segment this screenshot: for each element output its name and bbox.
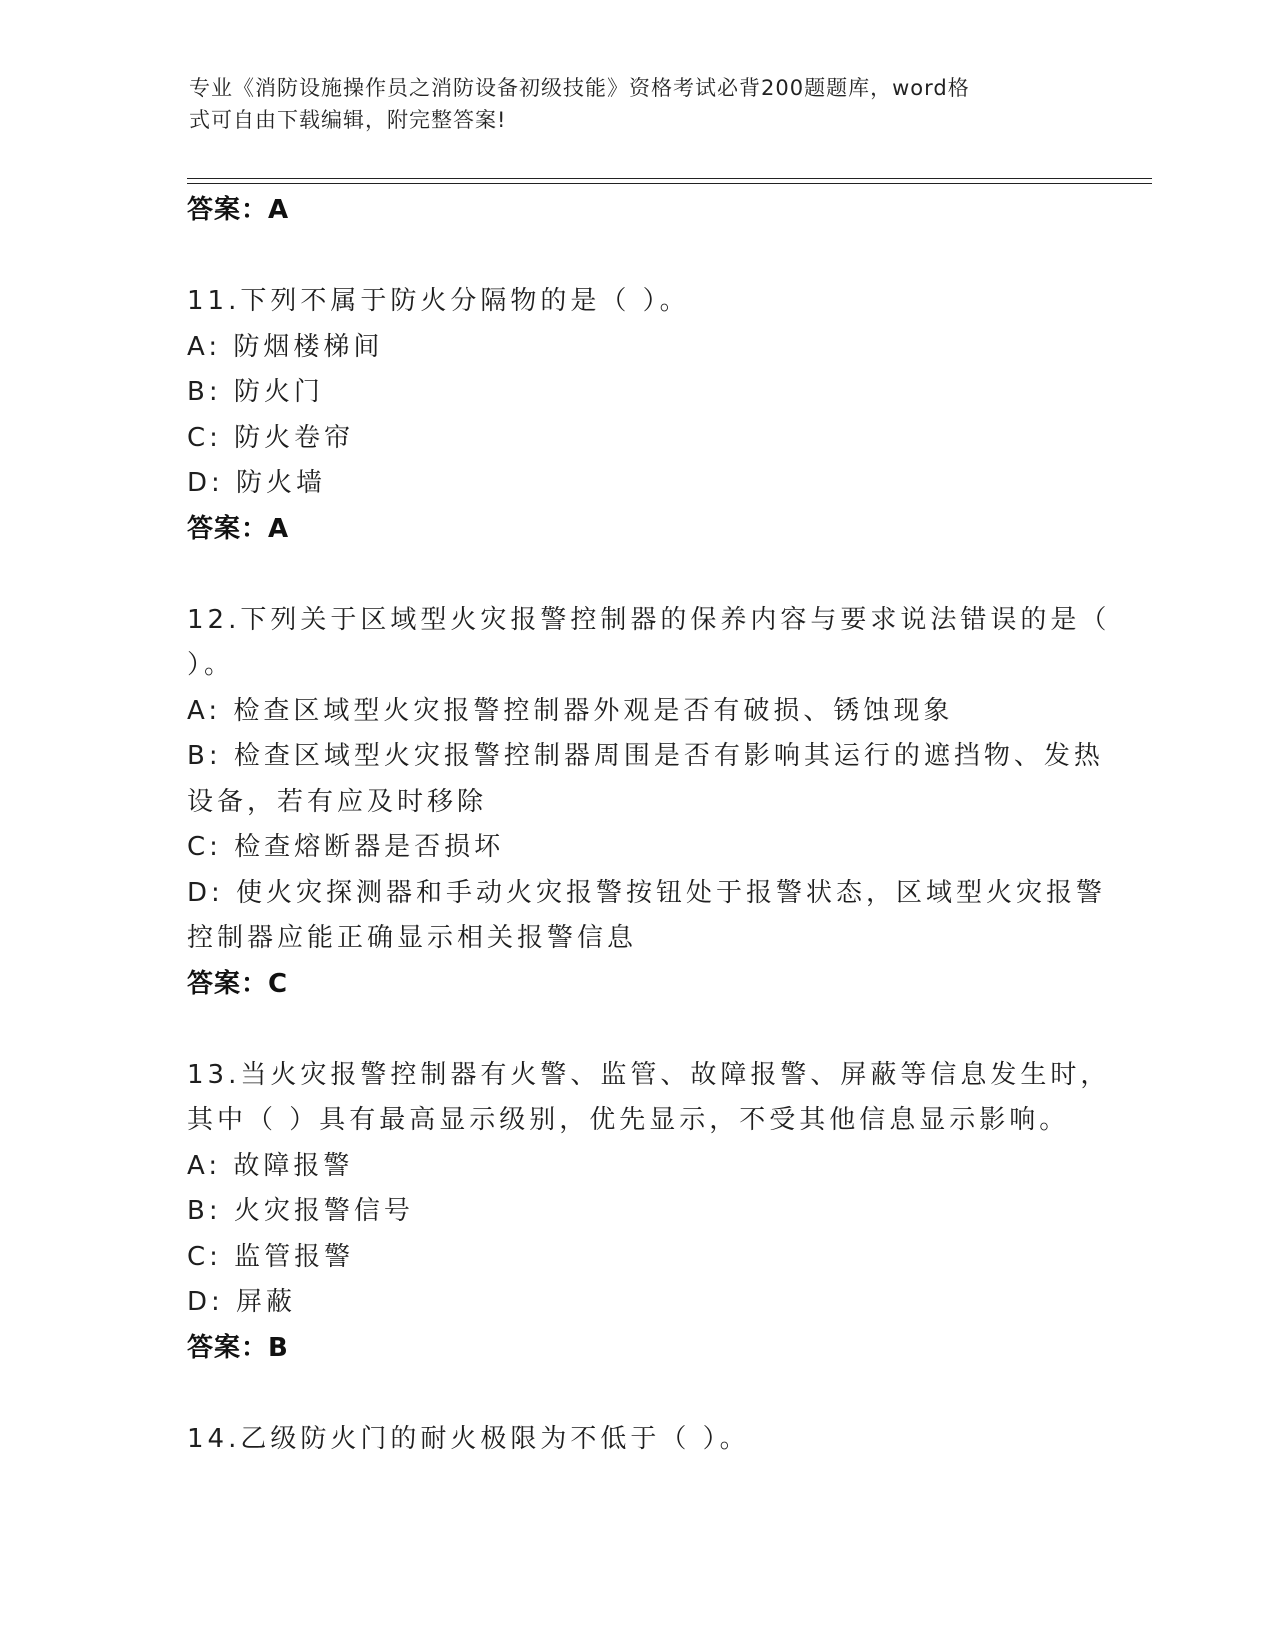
header-divider-top [187,178,1152,179]
document-header [189,72,1069,136]
header-line-1: 专业《消防设施操作员之消防设备初级技能》资格考试必背200题题库，word格 [189,76,970,100]
question-text-line-2: 其中（ ）具有最高显示级别，优先显示，不受其他信息显示影响。 [187,1105,1070,1135]
option-c: C: 防火卷帘 [187,422,355,453]
question-11 [187,279,1087,552]
question-12 [187,598,1111,1008]
option-d-line-2: 控制器应能正确显示相关报警信息 [187,923,638,953]
question-text: 11.下列不属于防火分隔物的是（ ）。 [187,286,690,316]
question-13 [187,1053,1111,1372]
header-line-2: 式可自由下载编辑，附完整答案! [189,108,507,132]
answer: 答案：A [187,513,290,544]
option-b: B: 火灾报警信号 [187,1196,414,1226]
spacer [187,234,1087,280]
option-b: B: 防火门 [187,377,324,407]
option-b-line-1: B: 检查区域型火灾报警控制器周围是否有影响其运行的遮挡物、发热 [187,741,1104,771]
option-d: D: 防火墙 [187,468,327,498]
question-text-line-2: ）。 [187,650,235,680]
question-text: 14.乙级防火门的耐火极限为不低于（ ）。 [187,1423,750,1454]
option-d: D: 屏蔽 [187,1287,297,1317]
spacer [187,1007,1087,1053]
answer: 答案：C [187,968,289,999]
header-divider-bottom [187,183,1152,184]
option-b-line-2: 设备，若有应及时移除 [187,786,488,817]
option-a: A: 检查区域型火灾报警控制器外观是否有破损、锈蚀现象 [187,695,954,726]
question-text-line-1: 13.当火灾报警控制器有火警、监管、故障报警、屏蔽等信息发生时， [187,1059,1111,1090]
spacer [187,1371,1087,1417]
option-d-line-1: D: 使火灾探测器和手动火灾报警按钮处于报警状态，区域型火灾报警 [187,877,1107,908]
question-14 [187,1417,1087,1463]
option-c: C: 监管报警 [187,1241,355,1272]
question-text-line-1: 12.下列关于区域型火灾报警控制器的保养内容与要求说法错误的是（ [187,604,1111,635]
option-a: A: 防烟楼梯间 [187,331,384,362]
spacer [187,552,1087,598]
answer-previous: 答案：A [187,195,290,225]
option-a: A: 故障报警 [187,1150,354,1181]
question-list [187,188,1111,1462]
answer: 答案：B [187,1332,289,1363]
option-c: C: 检查熔断器是否损坏 [187,832,505,862]
